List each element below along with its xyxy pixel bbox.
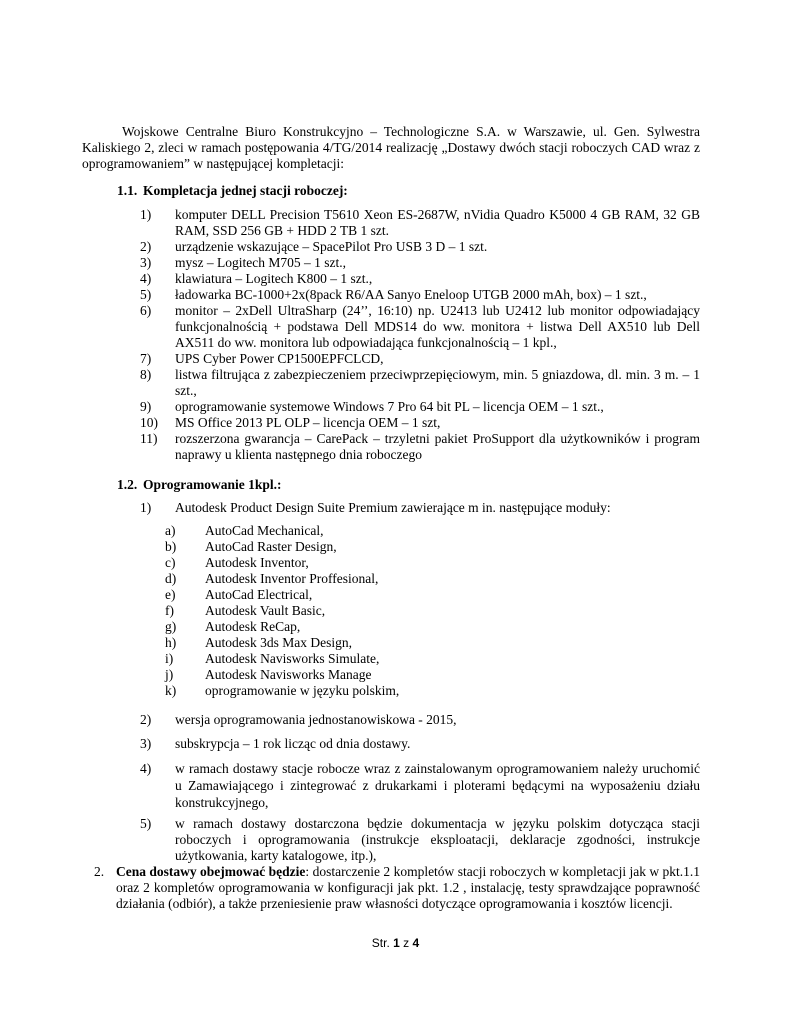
item-text: wersja oprogramowania jednostanowiskowa - 2015, (175, 712, 457, 727)
item-text: mysz – Logitech M705 – 1 szt., (175, 255, 346, 270)
module-item (165, 587, 465, 603)
software-item-4 (140, 760, 700, 811)
module-name: Autodesk Vault Basic, (205, 603, 326, 618)
section-title: Oprogramowanie 1kpl.: (143, 477, 282, 492)
list-item (140, 287, 700, 303)
section-number: 1.1. (117, 183, 138, 198)
section-2-text: : dostarczenie 2 kompletów stacji roboczych w kompletacji jak w pkt.1.1 oraz 2 kompletów oprogramowania w konfiguracji jak pkt. 1.2 , instalację, testy sprawdzające poprawność działania (odbiór), a także przeniesienie praw własności dotyczące oprogramowania i kosztów licencji. (116, 864, 701, 911)
module-item (165, 667, 465, 683)
section-number: 1.2. (117, 477, 138, 492)
list-item (140, 303, 700, 351)
page-footer (0, 935, 791, 951)
item-text: w ramach dostawy dostarczona będzie dokumentacja w języku polskim dotycząca stacji roboczych i oprogramowania (instrukcje eksploatacji, deklaracje zgodności, instrukcje użytkowania, karty katalogowe, itp.), (175, 816, 700, 863)
module-name: Autodesk Navisworks Simulate, (205, 651, 380, 666)
module-item (165, 619, 465, 635)
software-item-2 (140, 712, 700, 728)
module-item (165, 555, 465, 571)
list-item (140, 736, 700, 752)
module-letter: i) (165, 651, 174, 666)
section-1-2-heading (117, 477, 282, 493)
list-item (140, 816, 700, 864)
section-2-lead: Cena dostawy obejmować będzie (116, 864, 306, 879)
item-text: ładowarka BC-1000+2x(8pack R6/AA Sanyo Eneloop UTGB 2000 mAh, box) – 1 szt., (175, 287, 647, 302)
module-letter: c) (165, 555, 176, 570)
module-name: Autodesk Inventor Proffesional, (205, 571, 379, 586)
module-name: AutoCad Electrical, (205, 587, 313, 602)
footer-prefix: Str. (371, 936, 394, 950)
module-letter: j) (165, 667, 174, 682)
item-text: oprogramowanie systemowe Windows 7 Pro 64 bit PL – licencja OEM – 1 szt., (175, 399, 604, 414)
module-item (165, 523, 465, 539)
list-item (140, 712, 700, 728)
item-number: 6) (140, 303, 152, 318)
module-item (165, 603, 465, 619)
module-letter: b) (165, 539, 177, 554)
module-letter: g) (165, 619, 177, 634)
intro-text: Wojskowe Centralne Biuro Konstrukcyjno – Technologiczne S.A. w Warszawie, ul. Gen. Sylwestra Kaliskiego 2, zleci w ramach postępowania 4/TG/2014 realizację „Dostawy dwóch stacji roboczych CAD wraz z oprogramowaniem” w następującej kompletacji: (82, 124, 700, 171)
list-item (140, 415, 700, 431)
workstation-items-list (140, 207, 700, 463)
module-name: oprogramowanie w języku polskim, (205, 683, 400, 698)
item-number: 3) (140, 736, 152, 751)
section-title: Kompletacja jednej stacji roboczej: (143, 183, 348, 198)
item-text: monitor – 2xDell UltraSharp (24’’, 16:10) np. U2413 lub U2412 lub monitor odpowiadający funkcjonalnością + podstawa Dell MDS14 do ww. monitora + listwa Dell AX510 lub Dell AX511 do ww. monitora lub odpowiadająca funkcjonalnością – 1 kpl., (175, 303, 700, 350)
footer-page-number: 1 (393, 936, 400, 950)
list-item (140, 500, 700, 516)
module-item (165, 571, 465, 587)
item-text: klawiatura – Logitech K800 – 1 szt., (175, 271, 373, 286)
modules-list (165, 523, 465, 699)
module-letter: h) (165, 635, 177, 650)
module-letter: k) (165, 683, 177, 698)
module-item (165, 539, 465, 555)
module-item (165, 683, 465, 699)
item-number: 5) (140, 816, 152, 831)
item-text: subskrypcja – 1 rok licząc od dnia dostawy. (175, 736, 411, 751)
list-item (140, 255, 700, 271)
module-name: Autodesk 3ds Max Design, (205, 635, 352, 650)
item-number: 9) (140, 399, 152, 414)
item-number: 1) (140, 500, 152, 515)
list-item (140, 367, 700, 399)
item-number: 4) (140, 271, 152, 286)
section-number: 2. (94, 864, 105, 879)
module-name: Autodesk Inventor, (205, 555, 309, 570)
item-text: UPS Cyber Power CP1500EPFCLCD, (175, 351, 384, 366)
list-item (140, 351, 700, 367)
item-number: 1) (140, 207, 152, 222)
item-text: MS Office 2013 PL OLP – licencja OEM – 1 szt, (175, 415, 441, 430)
item-number: 4) (140, 761, 152, 776)
section-2-paragraph (94, 864, 700, 912)
item-text: w ramach dostawy stacje robocze wraz z zainstalowanym oprogramowaniem należy uruchomić u Zamawiającego i zintegrować z drukarkami i ploterami będącymi na wyposażeniu działu konstrukcyjnego, (175, 761, 700, 810)
item-text: urządzenie wskazujące – SpacePilot Pro USB 3 D – 1 szt. (175, 239, 488, 254)
module-letter: a) (165, 523, 176, 538)
software-item-1 (140, 500, 700, 516)
module-name: Autodesk ReCap, (205, 619, 301, 634)
item-text: listwa filtrująca z zabezpieczeniem przeciwprzepięciowym, min. 5 gniazdowa, dl. min. 3 m. – 1 szt., (175, 367, 700, 398)
list-item (140, 760, 700, 811)
module-letter: f) (165, 603, 174, 618)
item-text: Autodesk Product Design Suite Premium zawierające m in. następujące moduły: (175, 500, 611, 515)
module-item (165, 635, 465, 651)
intro-paragraph (82, 124, 700, 172)
module-letter: e) (165, 587, 176, 602)
item-number: 11) (140, 431, 158, 446)
list-item (140, 207, 700, 239)
module-name: AutoCad Raster Design, (205, 539, 337, 554)
module-letter: d) (165, 571, 177, 586)
section-1-1-heading (117, 183, 348, 199)
item-number: 10) (140, 415, 158, 430)
module-item (165, 651, 465, 667)
item-number: 2) (140, 712, 152, 727)
list-item (140, 271, 700, 287)
footer-separator: z (399, 936, 413, 950)
list-item (140, 431, 700, 463)
module-name: Autodesk Navisworks Manage (205, 667, 372, 682)
module-name: AutoCad Mechanical, (205, 523, 324, 538)
item-number: 8) (140, 367, 152, 382)
list-item (140, 399, 700, 415)
software-item-3 (140, 736, 700, 752)
item-text: rozszerzona gwarancja – CarePack – trzyletni pakiet ProSupport dla użytkowników i program naprawy u klienta następnego dnia roboczego (175, 431, 700, 462)
item-number: 5) (140, 287, 152, 302)
item-text: komputer DELL Precision T5610 Xeon ES-2687W, nVidia Quadro K5000 4 GB RAM, 32 GB RAM, SSD 256 GB + HDD 2 TB 1 szt. (175, 207, 700, 238)
software-item-5 (140, 816, 700, 864)
list-item (140, 239, 700, 255)
item-number: 2) (140, 239, 152, 254)
footer-total-pages: 4 (412, 936, 420, 950)
item-number: 3) (140, 255, 152, 270)
item-number: 7) (140, 351, 152, 366)
